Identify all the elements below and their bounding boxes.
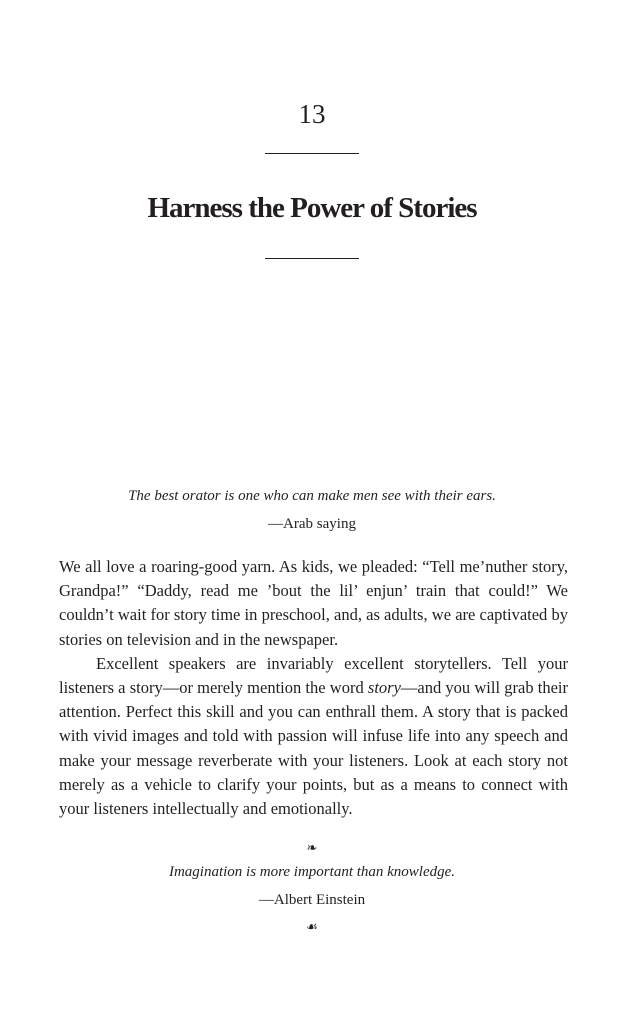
paragraph bbox=[59, 652, 568, 821]
epigraph-quote: The best orator is one who can make men see with their ears. bbox=[128, 488, 496, 504]
body-text bbox=[59, 555, 568, 821]
paragraph-text: —and you will grab their attention. Perfect this skill and you can enthrall them. A story that is packed with vivid images and told with passion will infuse life into any speech and make your message reverberate with your listeners. Look at each story not merely as a vehicle to clarify your points, but as a means to connect with your listeners intellectually and emotionally. bbox=[59, 678, 568, 819]
epigraph-attribution: —Albert Einstein bbox=[258, 892, 366, 908]
epigraph-attribution: —Arab saying bbox=[268, 516, 356, 532]
paragraph-text: Excellent speakers are invariably excellent storytellers. Tell your listeners a story—or merely mention the word bbox=[59, 653, 568, 698]
chapter-title: Harness the Power of Stories bbox=[147, 192, 477, 224]
epigraph-quote: Imagination is more important than knowledge. bbox=[168, 864, 456, 880]
ornament-icon: ☙ bbox=[306, 919, 318, 934]
title-rule-top bbox=[265, 153, 359, 154]
emphasized-word: story bbox=[367, 678, 401, 698]
chapter-number: 13 bbox=[298, 99, 326, 129]
ornament-icon: ❧ bbox=[306, 840, 318, 855]
paragraph: We all love a roaring-good yarn. As kids, we pleaded: “Tell me’nuther story, Grandpa!” “Daddy, read me ’bout the lil’ enjun’ train that could!” We couldn’t wait for story time in preschool, and, as adults, we are captivated by stories on television and in the newspaper. bbox=[59, 557, 568, 649]
title-rule-bottom bbox=[265, 258, 359, 259]
